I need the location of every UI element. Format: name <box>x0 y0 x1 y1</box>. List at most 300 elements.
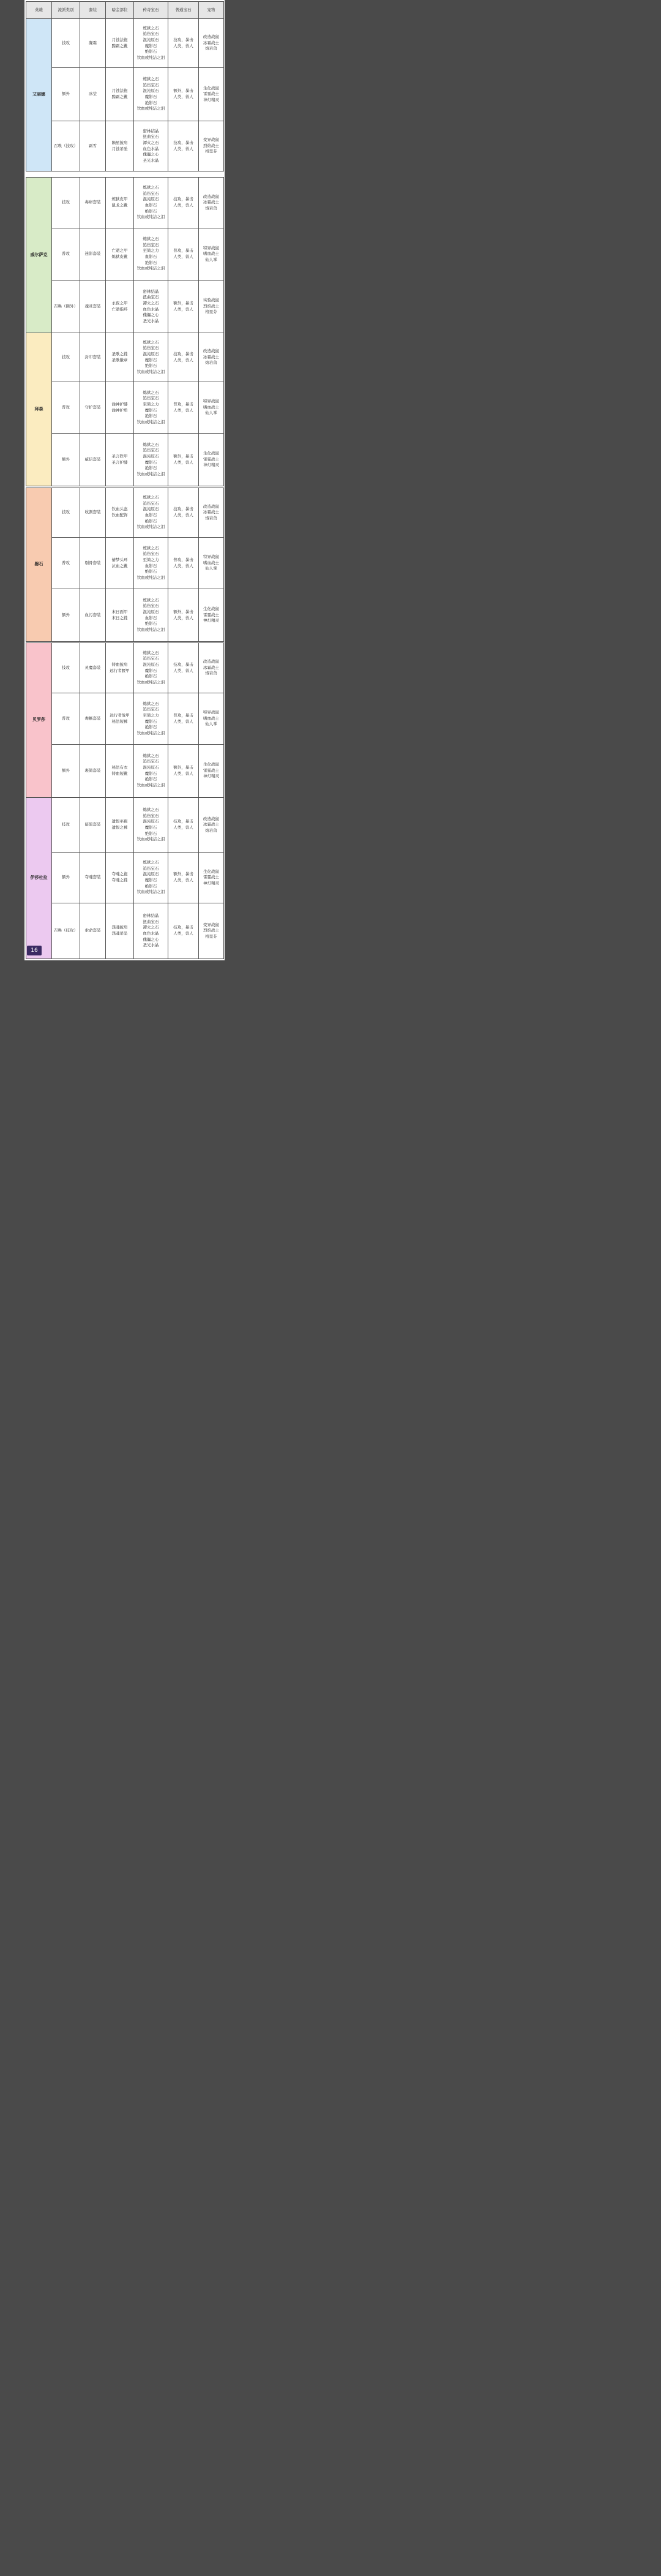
hero-table <box>26 642 224 797</box>
legendary-gems-cell-line: 追伤宝石 <box>143 551 159 557</box>
legendary-gems-cell-line: 饮血或纯洁之泪 <box>136 782 165 788</box>
normal-gems-cell-line: 人类，兽人 <box>173 203 193 208</box>
pets-cell <box>199 333 224 382</box>
legendary-gems-cell-line: 炼狱之石 <box>143 807 159 813</box>
legendary-gems-cell-line: 炼狱之石 <box>143 390 159 395</box>
legendary-gems-cell-line: 血色水晶 <box>143 306 159 312</box>
table-row <box>26 68 224 121</box>
page-number-badge: 16 <box>27 946 42 955</box>
normal-gems-cell <box>168 903 199 959</box>
normal-gems-cell-line: 人类，兽人 <box>173 878 193 883</box>
normal-gems-cell-line: 额外，暴击 <box>173 609 193 614</box>
pets-cell-line: 改造战鼠 <box>203 659 219 665</box>
parts-cell <box>106 643 134 693</box>
legendary-gems-cell <box>134 488 168 538</box>
normal-gems-cell-line: 技攻，暴击 <box>173 197 193 202</box>
hero-table <box>26 797 224 959</box>
pets-cell-line: 特异战鼠 <box>203 245 219 250</box>
pets-cell-line: 神灯精灵 <box>203 880 219 886</box>
normal-gems-cell <box>168 798 199 853</box>
legendary-gems-cell-line: 饮血或纯洁之泪 <box>136 214 165 220</box>
parts-cell-line: 秘法短裤 <box>111 718 128 724</box>
normal-gems-cell-line: 额外，暴击 <box>173 88 193 94</box>
set-cell: 毒蜥套装 <box>80 693 106 745</box>
pets-cell <box>199 228 224 281</box>
pets-cell-line: 冰霜战士 <box>203 822 219 827</box>
parts-cell-line: 炼狱皮甲 <box>111 197 128 202</box>
table-row <box>26 121 224 171</box>
normal-gems-cell-line: 技攻，暴击 <box>173 925 193 930</box>
pets-cell-line: 改造战鼠 <box>203 34 219 40</box>
parts-cell <box>106 434 134 486</box>
header-pets: 宠物 <box>199 2 224 20</box>
legendary-gems-cell <box>134 121 168 171</box>
legendary-gems-cell-line: 饮血或纯洁之泪 <box>136 55 165 60</box>
style-cell: 额外 <box>52 589 80 642</box>
legendary-gems-cell-line: 追伤宝石 <box>143 707 159 712</box>
normal-gems-cell-line: 普攻，暴击 <box>173 557 193 562</box>
legendary-gems-cell-line: 饮血或纯洁之泪 <box>136 889 165 895</box>
parts-cell-line: 末日面甲 <box>111 609 128 614</box>
pets-cell-line: 冰霜战士 <box>203 40 219 45</box>
normal-gems-cell <box>168 178 199 228</box>
legendary-gems-cell-line: 绝影石 <box>144 569 157 574</box>
legendary-gems-cell-line: 饮血或纯洁之泪 <box>136 106 165 111</box>
parts-cell-line: 泣血之靴 <box>111 563 128 568</box>
parts-cell-line: 黯霜之靴 <box>111 43 128 48</box>
legendary-gems-cell-line: 圣光水晶 <box>143 157 159 163</box>
table-row <box>26 19 224 68</box>
hero-name-cell: 贝罗莎 <box>26 643 52 797</box>
normal-gems-cell-line: 人类，兽人 <box>173 513 193 518</box>
legendary-gems-cell-line: 扭曲宝石 <box>143 295 159 300</box>
hero-table <box>26 18 224 171</box>
legendary-gems-cell <box>134 745 168 797</box>
table-row <box>26 903 224 959</box>
legendary-gems-cell-line: 魔影石 <box>144 770 157 776</box>
pets-cell <box>199 68 224 121</box>
legendary-gems-cell-line: 绝影石 <box>144 674 157 679</box>
parts-cell-line: 远行者腰甲 <box>110 668 130 673</box>
legendary-gems-cell <box>134 643 168 693</box>
table-row <box>26 228 224 281</box>
style-cell: 普攻 <box>52 693 80 745</box>
legendary-gems-cell <box>134 68 168 121</box>
legendary-gems-cell-line: 血色水晶 <box>143 931 159 936</box>
hero-name-cell: 艾丽娜 <box>26 19 52 171</box>
legendary-gems-cell-line: 追伤宝石 <box>143 656 159 661</box>
pets-cell <box>199 903 224 959</box>
header-parts: 暗金部位 <box>106 2 134 20</box>
table-row <box>26 643 224 693</box>
pets-cell-line: 雷霆战士 <box>203 767 219 773</box>
hero-name-cell: 威尔萨克 <box>26 178 52 333</box>
table-row <box>26 434 224 486</box>
pets-cell-line: 仙人掌 <box>205 410 217 416</box>
legendary-gems-cell-line: 血影石 <box>144 513 157 518</box>
pets-cell <box>199 643 224 693</box>
legendary-gems-cell-line: 绝影石 <box>144 49 157 55</box>
parts-cell-line: 夺魂之鞋 <box>111 878 128 883</box>
legendary-gems-cell-line: 混沌原石 <box>143 507 159 512</box>
header-normal: 普通宝石 <box>168 2 199 20</box>
style-cell: 召唤（技攻） <box>52 121 80 171</box>
pets-cell-line: 冰霜战士 <box>203 510 219 515</box>
legendary-gems-cell-line: 傀儡之心 <box>143 152 159 157</box>
legendary-gems-cell-line: 追伤宝石 <box>143 759 159 764</box>
legendary-gems-cell-line: 炼狱之石 <box>143 77 159 82</box>
parts-cell <box>106 121 134 171</box>
parts-cell-line: 谕神护膝 <box>111 401 128 407</box>
legendary-gems-cell-line: 混沌原石 <box>143 661 159 667</box>
parts-cell-line: 永夜之甲 <box>111 300 128 306</box>
set-cell: 霜雪 <box>80 121 106 171</box>
legendary-gems-cell-line: 炼狱之石 <box>143 753 159 758</box>
pets-cell <box>199 382 224 434</box>
table-row <box>26 538 224 589</box>
parts-cell <box>106 19 134 68</box>
parts-cell-line: 月蚀法袍 <box>111 37 128 42</box>
legendary-gems-cell-line: 追伤宝石 <box>143 865 159 871</box>
legendary-gems-cell-line: 魔影石 <box>144 459 157 465</box>
legendary-gems-cell-line: 至简之力 <box>143 401 159 407</box>
legendary-gems-cell-line: 饮血或纯洁之泪 <box>136 266 165 271</box>
legendary-gems-cell-line: 魔影石 <box>144 357 157 363</box>
normal-gems-cell-line: 普攻，暴击 <box>173 401 193 407</box>
normal-gems-cell-line: 人类，兽人 <box>173 770 193 776</box>
legendary-gems-cell-line: 追伤宝石 <box>143 500 159 506</box>
hero-table <box>26 177 224 333</box>
pets-cell <box>199 693 224 745</box>
parts-cell <box>106 693 134 745</box>
pets-cell-line: 仙人掌 <box>205 566 217 571</box>
legendary-gems-cell <box>134 538 168 589</box>
pets-cell-line: 冰霜战士 <box>203 354 219 360</box>
legendary-gems-cell-line: 绝影石 <box>144 208 157 214</box>
parts-cell-line: 圣歌徽章 <box>111 357 128 363</box>
pets-cell <box>199 121 224 171</box>
normal-gems-cell-line: 人类，兽人 <box>173 254 193 259</box>
pets-cell-line: 雷霆战士 <box>203 91 219 97</box>
legendary-gems-cell-line: 饮血或纯洁之泪 <box>136 679 165 685</box>
parts-cell <box>106 538 134 589</box>
normal-gems-cell <box>168 538 199 589</box>
legendary-gems-cell-line: 扭曲宝石 <box>143 134 159 140</box>
legendary-gems-cell-line: 饮血或纯洁之泪 <box>136 730 165 736</box>
legendary-gems-cell <box>134 333 168 382</box>
legendary-gems-cell-line: 炼狱之石 <box>143 236 159 242</box>
legendary-gems-cell-line: 魔影石 <box>144 668 157 673</box>
legendary-gems-cell-line: 血色水晶 <box>143 146 159 151</box>
pets-cell-line: 嗜血战士 <box>203 560 219 565</box>
style-cell: 技攻 <box>52 333 80 382</box>
pets-cell-line: 熔岩兽 <box>205 671 217 676</box>
legendary-gems-cell-line: 密林结晶 <box>143 288 159 294</box>
parts-cell <box>106 281 134 333</box>
legendary-gems-cell <box>134 853 168 903</box>
parts-cell-line: 亡逝指环 <box>111 306 128 312</box>
normal-gems-cell <box>168 434 199 486</box>
pets-cell-line: 特异战鼠 <box>203 554 219 560</box>
normal-gems-cell-line: 普攻，暴击 <box>173 712 193 718</box>
legendary-gems-cell-line: 炼狱之石 <box>143 185 159 190</box>
normal-gems-cell <box>168 643 199 693</box>
normal-gems-cell <box>168 745 199 797</box>
style-cell: 技攻 <box>52 798 80 853</box>
pets-cell-line: 神灯精灵 <box>203 774 219 779</box>
style-cell: 额外 <box>52 434 80 486</box>
pets-cell-line: 嗜血战士 <box>203 715 219 721</box>
pets-cell-line: 烈焰战士 <box>203 303 219 309</box>
legendary-gems-cell <box>134 19 168 68</box>
pets-cell-line: 雷霆战士 <box>203 456 219 462</box>
set-cell: 凝霜 <box>80 19 106 68</box>
legendary-gems-cell-line: 魔影石 <box>144 407 157 413</box>
normal-gems-cell-line: 人类，兽人 <box>173 306 193 312</box>
style-cell: 技攻 <box>52 178 80 228</box>
parts-cell <box>106 745 134 797</box>
legendary-gems-cell-line: 追伤宝石 <box>143 603 159 609</box>
table-row <box>26 488 224 538</box>
legendary-gems-cell-line: 饮血或纯洁之泪 <box>136 574 165 580</box>
parts-cell-line: 陨星披肩 <box>111 140 128 145</box>
legendary-gems-cell-line: 绝影石 <box>144 363 157 369</box>
style-cell: 额外 <box>52 745 80 797</box>
legendary-gems-cell-line: 魔影石 <box>144 878 157 883</box>
legendary-gems-cell-line: 炼狱之石 <box>143 860 159 865</box>
legendary-gems-cell-line: 绝影石 <box>144 260 157 265</box>
legendary-gems-cell-line: 炼狱之石 <box>143 701 159 706</box>
table-row <box>26 589 224 642</box>
style-cell: 额外 <box>52 853 80 903</box>
table-row <box>26 798 224 853</box>
legendary-gems-cell-line: 绝影石 <box>144 777 157 782</box>
normal-gems-cell <box>168 281 199 333</box>
legendary-gems-cell-line: 饮血或纯洁之泪 <box>136 524 165 530</box>
legendary-gems-cell-line: 绝影石 <box>144 100 157 105</box>
legendary-gems-cell-line: 炼狱之石 <box>143 339 159 345</box>
pets-cell <box>199 434 224 486</box>
parts-cell-line: 饮血配饰 <box>111 513 128 518</box>
normal-gems-cell <box>168 68 199 121</box>
pets-cell-line: 熔岩兽 <box>205 205 217 211</box>
legendary-gems-cell-line: 绝影石 <box>144 883 157 889</box>
normal-gems-cell-line: 人类，兽人 <box>173 146 193 151</box>
legendary-gems-cell-line: 追伤宝石 <box>143 813 159 818</box>
style-cell: 技攻 <box>52 643 80 693</box>
parts-cell-line: 月蚀吊坠 <box>111 146 128 151</box>
normal-gems-cell <box>168 853 199 903</box>
pets-cell-line: 冰霜战士 <box>203 665 219 670</box>
legendary-gems-cell <box>134 178 168 228</box>
parts-cell <box>106 798 134 853</box>
header-table <box>26 1 224 20</box>
pets-cell-line: 生化战鼠 <box>203 762 219 767</box>
pets-cell-line: 改造战鼠 <box>203 194 219 199</box>
table-row <box>26 281 224 333</box>
legendary-gems-cell <box>134 589 168 642</box>
header-hero: 英雄 <box>26 2 52 20</box>
pets-cell <box>199 488 224 538</box>
legendary-gems-cell-line: 傀儡之心 <box>143 936 159 942</box>
pets-cell-line: 烈焰战士 <box>203 143 219 148</box>
legendary-gems-cell-line: 追伤宝石 <box>143 345 159 351</box>
legendary-gems-cell-line: 炼狱之石 <box>143 442 159 447</box>
legendary-gems-cell-line: 追伤宝石 <box>143 396 159 401</box>
hero-table <box>26 333 224 486</box>
legendary-gems-cell-line: 追伤宝石 <box>143 31 159 37</box>
legendary-gems-cell-line: 混沌原石 <box>143 453 159 459</box>
legendary-gems-cell-line: 密林结晶 <box>143 128 159 134</box>
normal-gems-cell-line: 额外，暴击 <box>173 453 193 459</box>
pets-cell <box>199 538 224 589</box>
legendary-gems-cell-line: 圣光水晶 <box>143 318 159 323</box>
legendary-gems-cell-line: 混沌原石 <box>143 819 159 824</box>
pets-cell-line: 熔岩兽 <box>205 360 217 366</box>
legendary-gems-cell-line: 绝影石 <box>144 830 157 836</box>
style-cell: 普攻 <box>52 382 80 434</box>
pets-cell-line: 变异战鼠 <box>203 137 219 143</box>
legendary-gems-cell-line: 密林结晶 <box>143 913 159 919</box>
legendary-gems-cell-line: 混沌原石 <box>143 872 159 877</box>
table-row <box>26 745 224 797</box>
legendary-gems-cell-line: 混沌原石 <box>143 197 159 202</box>
pets-cell-line: 生化战鼠 <box>203 606 219 612</box>
style-cell: 召唤（技攻） <box>52 903 80 959</box>
normal-gems-cell-line: 人类，兽人 <box>173 931 193 936</box>
table-row <box>26 693 224 745</box>
parts-cell <box>106 178 134 228</box>
legendary-gems-cell-line: 炼狱之石 <box>143 545 159 551</box>
pets-cell-line: 雷霆战士 <box>203 875 219 880</box>
set-cell: 裹简套装 <box>80 745 106 797</box>
legendary-gems-cell-line: 饮血或纯洁之泪 <box>136 419 165 424</box>
parts-cell <box>106 589 134 642</box>
hero-name-cell: 拜森 <box>26 333 52 486</box>
parts-cell <box>106 488 134 538</box>
pets-cell-line: 嗜血战士 <box>203 251 219 257</box>
table-row <box>26 853 224 903</box>
hero-name-cell: 伊莎杜拉 <box>26 798 52 959</box>
parts-cell-line: 远行者战甲 <box>110 712 130 718</box>
legendary-gems-cell-line: 譚火之石 <box>143 300 159 306</box>
parts-cell-line: 铸血短靴 <box>111 770 128 776</box>
pets-cell-line: 冰霜战士 <box>203 200 219 205</box>
normal-gems-cell-line: 额外，暴击 <box>173 300 193 306</box>
legendary-gems-cell-line: 炼狱之石 <box>143 597 159 603</box>
legendary-gems-cell-line: 饮血或纯洁之泪 <box>136 471 165 476</box>
pets-cell-line: 改造战鼠 <box>203 348 219 354</box>
legendary-gems-cell-line: 魔影石 <box>144 94 157 99</box>
pets-cell-line: 格里芬 <box>205 309 217 315</box>
set-cell: 冰莹 <box>80 68 106 121</box>
table-row <box>26 333 224 382</box>
header-legendary: 传奇宝石 <box>134 2 168 20</box>
legendary-gems-cell-line: 炼狱之石 <box>143 650 159 655</box>
normal-gems-cell-line: 人类，兽人 <box>173 357 193 363</box>
style-cell: 普攻 <box>52 538 80 589</box>
parts-cell <box>106 228 134 281</box>
legendary-gems-cell-line: 绝影石 <box>144 465 157 471</box>
legendary-gems-cell-line: 混沌原石 <box>143 351 159 356</box>
normal-gems-cell-line: 技攻，暴击 <box>173 507 193 512</box>
parts-cell-line: 饮血头盔 <box>111 507 128 512</box>
normal-gems-cell-line: 额外，暴击 <box>173 872 193 877</box>
pets-cell-line: 仙人掌 <box>205 721 217 727</box>
legendary-gems-cell-line: 混沌原石 <box>143 88 159 94</box>
legendary-gems-cell-line: 追伤宝石 <box>143 82 159 88</box>
pets-cell-line: 特异战鼠 <box>203 710 219 715</box>
pets-cell-line: 生化战鼠 <box>203 451 219 456</box>
normal-gems-cell-line: 技攻，暴击 <box>173 819 193 824</box>
style-cell: 召唤（额外） <box>52 281 80 333</box>
legendary-gems-cell <box>134 693 168 745</box>
pets-cell-line: 改造战鼠 <box>203 816 219 821</box>
parts-cell <box>106 382 134 434</box>
pets-cell <box>199 745 224 797</box>
normal-gems-cell-line: 额外，暴击 <box>173 764 193 770</box>
normal-gems-cell-line: 技攻，暴击 <box>173 140 193 145</box>
normal-gems-cell <box>168 693 199 745</box>
parts-cell-line: 遗恨巫袍 <box>111 819 128 824</box>
header-row <box>26 2 224 20</box>
set-cell: 收割套装 <box>80 488 106 538</box>
pets-cell-line: 熔岩兽 <box>205 827 217 833</box>
normal-gems-cell-line: 技攻，暴击 <box>173 351 193 356</box>
parts-cell-line: 秘法布衣 <box>111 764 128 770</box>
set-cell: 守护套装 <box>80 382 106 434</box>
legendary-gems-cell-line: 追伤宝石 <box>143 242 159 247</box>
parts-cell-line: 圣言护膝 <box>111 459 128 465</box>
header-style: 流派类别 <box>52 2 80 20</box>
legendary-gems-cell-line: 绝影石 <box>144 621 157 627</box>
legendary-gems-cell-line: 血影石 <box>144 615 157 620</box>
legendary-gems-cell-line: 至简之力 <box>143 712 159 718</box>
set-cell: 魂灵套装 <box>80 281 106 333</box>
legendary-gems-cell-line: 傀儡之心 <box>143 312 159 318</box>
normal-gems-cell-line: 技攻，暴击 <box>173 661 193 667</box>
legendary-gems-cell-line: 绝影石 <box>144 413 157 419</box>
pets-cell-line: 特异战鼠 <box>203 399 219 404</box>
parts-cell-line: 黯霜之靴 <box>111 94 128 99</box>
pets-cell <box>199 798 224 853</box>
parts-cell-line: 炼狱皮靴 <box>111 254 128 259</box>
pets-cell-line: 仙人掌 <box>205 257 217 262</box>
table-row <box>26 382 224 434</box>
parts-cell-line: 倩梦头环 <box>111 557 128 562</box>
normal-gems-cell <box>168 333 199 382</box>
legendary-gems-cell-line: 血影石 <box>144 563 157 568</box>
normal-gems-cell <box>168 488 199 538</box>
legendary-gems-cell-line: 混沌原石 <box>143 764 159 770</box>
table-row <box>26 178 224 228</box>
pets-cell-line: 神灯精灵 <box>203 462 219 468</box>
parts-cell-line: 月蚀法袍 <box>111 88 128 94</box>
set-cell: 剔骨套装 <box>80 538 106 589</box>
legendary-gems-cell-line: 混沌原石 <box>143 609 159 614</box>
set-cell: 索命套装 <box>80 903 106 959</box>
pets-cell-line: 烈焰战士 <box>203 928 219 933</box>
normal-gems-cell <box>168 382 199 434</box>
pets-cell-line: 改造战鼠 <box>203 503 219 509</box>
parts-cell <box>106 853 134 903</box>
normal-gems-cell-line: 普攻，暴击 <box>173 248 193 254</box>
legendary-gems-cell <box>134 281 168 333</box>
pets-cell <box>199 853 224 903</box>
set-cell: 灵魔套装 <box>80 643 106 693</box>
normal-gems-cell-line: 人类，兽人 <box>173 668 193 673</box>
normal-gems-cell <box>168 228 199 281</box>
